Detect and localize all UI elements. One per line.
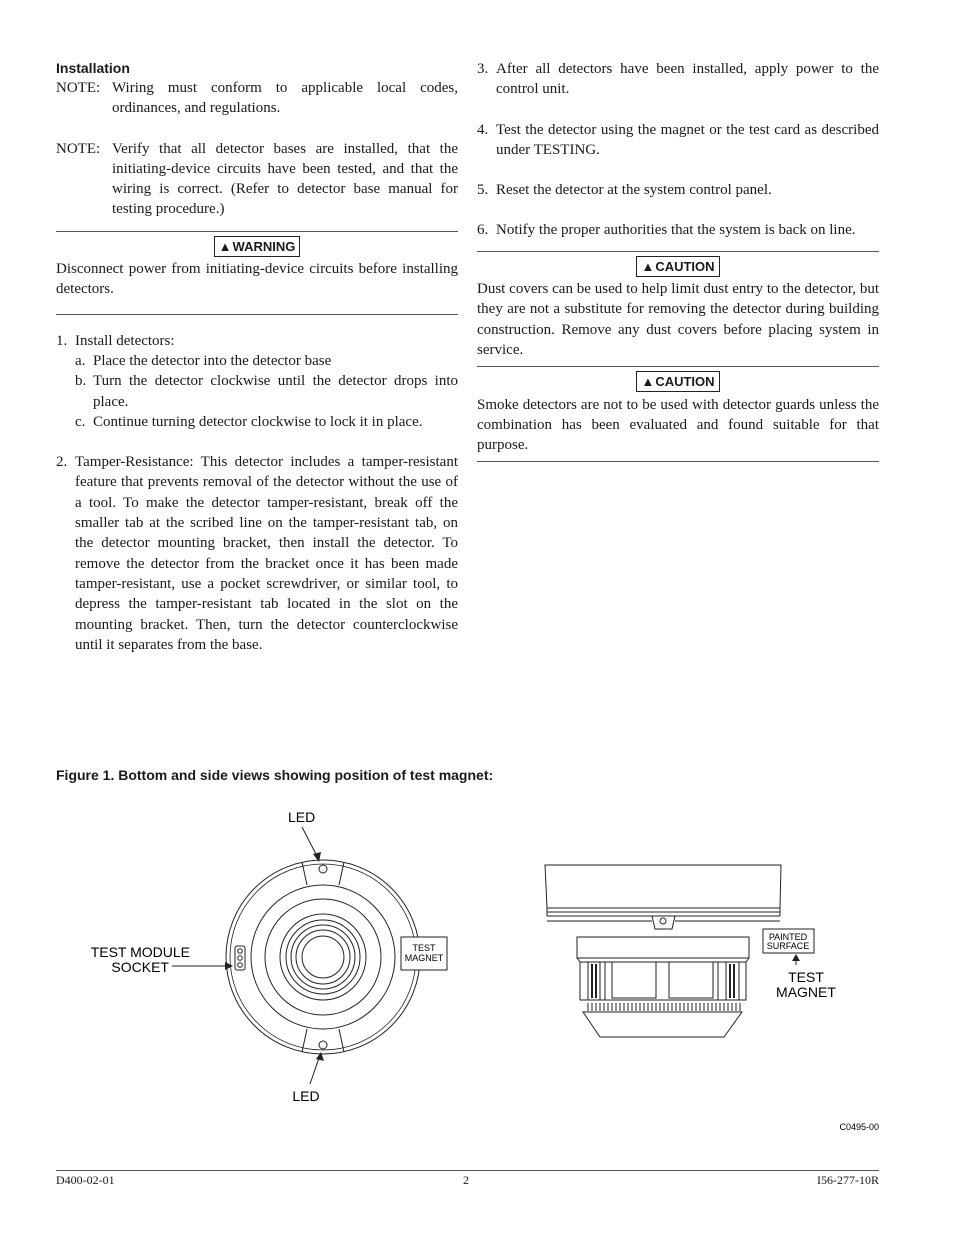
note-text: Wiring must conform to applicable local codes, ordinances, and regulations. <box>112 80 458 117</box>
painted-surface-line2: SURFACE <box>766 941 810 951</box>
list-item-step-1 <box>56 331 458 351</box>
warning-badge <box>214 236 301 257</box>
divider <box>477 461 879 462</box>
caution-box-wrap <box>477 367 879 392</box>
sub-item-c <box>56 412 458 432</box>
step-text: Test the detector using the magnet or the test card as described under TESTING. <box>496 121 879 158</box>
step-number: 2. <box>56 454 68 471</box>
step-number: 6. <box>477 222 489 239</box>
side-test-magnet-line1: TEST <box>788 969 824 985</box>
detector-side-view <box>545 865 781 1037</box>
socket-label-line1: TEST MODULE <box>90 944 190 960</box>
caution-label: CAUTION <box>655 374 715 390</box>
list-item-step-6 <box>477 220 879 240</box>
note-label: NOTE: <box>56 140 101 157</box>
footer-page-number: 2 <box>463 1173 469 1187</box>
socket-label-line2: SOCKET <box>111 959 169 975</box>
warning-triangle-icon: ▲ <box>218 238 232 254</box>
footer-manual-number: I56-277-10R <box>817 1173 879 1187</box>
caution-badge <box>636 256 719 277</box>
sub-number: b. <box>75 373 87 390</box>
led-top-label: LED <box>288 809 316 825</box>
note-wiring <box>56 78 458 119</box>
note-verify <box>56 139 458 220</box>
footer-doc-number: D400-02-01 <box>56 1173 115 1187</box>
caution-text: Smoke detectors are not to be used with detector guards unless the combination has been evaluated and found suitable for that purpose. <box>477 396 879 454</box>
warning-triangle-icon: ▲ <box>641 258 655 274</box>
painted-surface-line1: PAINTED <box>768 932 808 942</box>
installation-heading: Installation <box>56 60 130 76</box>
caution-label: CAUTION <box>655 258 715 274</box>
step-text: After all detectors have been installed, apply power to the control unit. <box>496 61 879 98</box>
step-text: Install detectors: <box>75 332 175 349</box>
warning-text: Disconnect power from initiating-device circuits before installing detectors. <box>56 261 458 298</box>
step-number: 4. <box>477 121 489 138</box>
side-test-magnet-line2: MAGNET <box>776 984 836 1000</box>
sub-number: a. <box>75 352 86 369</box>
note-text: Verify that all detector bases are installed, that the initiating-device circuits have been tested, and that the wiring is correct. (Refer to detector base manual for testing procedure.) <box>112 140 458 218</box>
list-item-step-5 <box>477 180 879 200</box>
sub-text: Turn the detector clockwise until the detector drops into place. <box>93 373 458 410</box>
warning-triangle-icon: ▲ <box>641 374 655 390</box>
figure-code: C0495-00 <box>839 1122 879 1132</box>
right-column <box>477 59 879 462</box>
list-item-step-2 <box>56 452 458 655</box>
list-item-step-4 <box>477 120 879 161</box>
step-number: 5. <box>477 182 489 199</box>
step-text: Notify the proper authorities that the system is back on line. <box>496 222 856 239</box>
caution-text: Dust covers can be used to help limit dust entry to the detector, but they are not a substitute for removing the detector during building construction. Remove any dust covers before placing system in service. <box>477 281 879 358</box>
led-bottom-label: LED <box>292 1088 320 1104</box>
sub-text: Continue turning detector clockwise to lock it in place. <box>93 413 423 430</box>
detector-side-grille <box>588 1003 740 1011</box>
led-top <box>319 865 327 873</box>
figure-1-diagram <box>0 790 954 1140</box>
detector-bottom-view <box>226 860 420 1054</box>
sub-number: c. <box>75 413 86 430</box>
figure-caption: Figure 1. Bottom and side views showing position of test magnet: <box>56 767 494 783</box>
step-number: 1. <box>56 332 68 349</box>
list-item-step-3 <box>477 59 879 100</box>
step-text: Reset the detector at the system control panel. <box>496 182 772 199</box>
warning-label: WARNING <box>232 238 296 254</box>
step-number: 3. <box>477 61 489 77</box>
left-column <box>56 57 458 655</box>
test-magnet-box-line1: TEST <box>412 943 436 953</box>
caution-box-wrap <box>477 252 879 277</box>
test-magnet-box-line2: MAGNET <box>404 953 444 963</box>
note-label: NOTE: <box>56 80 101 96</box>
led-bottom <box>319 1041 327 1049</box>
footer-rule <box>56 1170 879 1171</box>
warning-box-wrap <box>56 232 458 257</box>
sub-item-b <box>56 371 458 412</box>
test-module-socket <box>235 946 245 970</box>
caution-badge <box>636 371 719 392</box>
step-text: Tamper-Resistance: This detector includes a tamper-resistant feature that prevents removal of the detector without the use of a tool. To make the detector tamper-resistant, break off the smaller tab at the scribed line on the tamper-resistant tab, on the detector mounting bracket, then install the detector. To remove the detector from the bracket once it has been made tamper-resistant, use a pocket screwdriver, or similar tool, to depress the tamper-resistant tab located in the slot on the mounting bracket. Then, turn the detector counterclockwise until it separates from the base. <box>75 454 458 653</box>
sub-text: Place the detector into the detector base <box>93 352 332 369</box>
sub-item-a <box>56 351 458 371</box>
